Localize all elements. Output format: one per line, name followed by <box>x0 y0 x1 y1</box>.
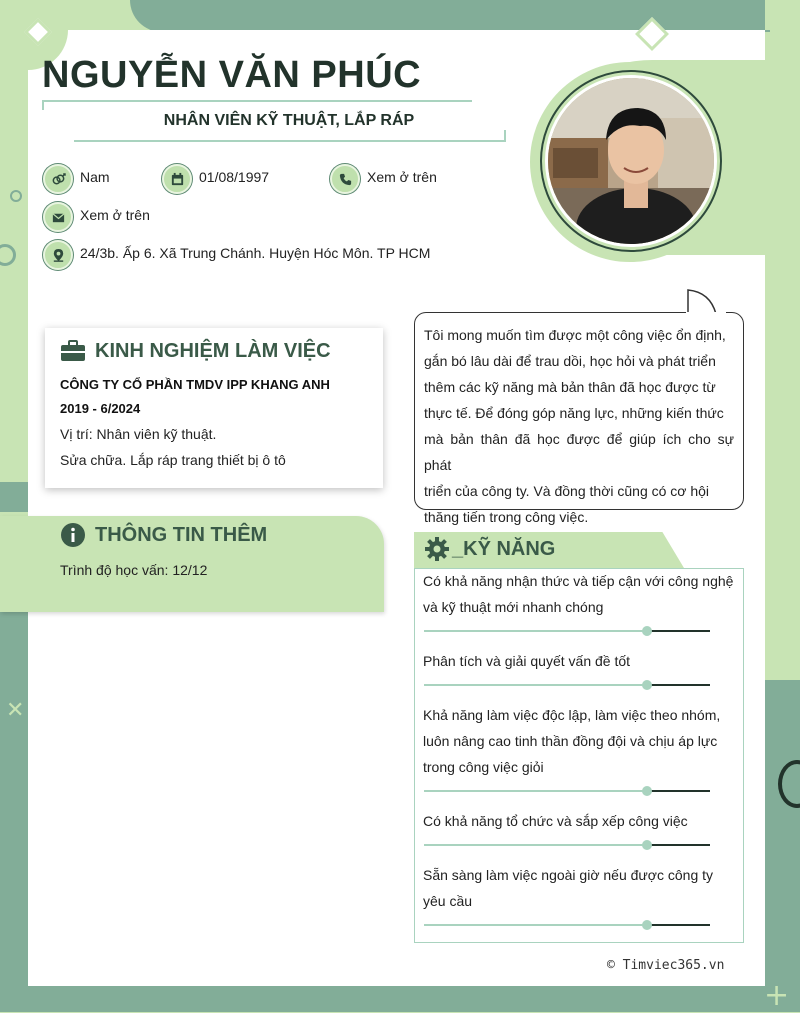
education-level: Trình độ học vấn: 12/12 <box>60 562 208 578</box>
briefcase-icon <box>60 340 86 362</box>
skill-bar-track <box>647 790 710 792</box>
address-value: 24/3b. Ấp 6. Xã Trung Chánh. Huyện Hóc Môn. TP HCM <box>80 245 431 261</box>
skill-bar-track <box>647 924 710 926</box>
background-top-band <box>130 0 770 32</box>
more-info-title: THÔNG TIN THÊM <box>95 524 268 546</box>
phone-icon <box>330 164 360 194</box>
candidate-name: NGUYỄN VĂN PHÚC <box>42 54 422 96</box>
plus-decoration: + <box>764 978 790 1013</box>
skill-level-handle <box>642 626 652 636</box>
skill-bar-track <box>647 844 710 846</box>
skill-bar-fill <box>424 630 647 632</box>
ring-decoration <box>0 244 16 266</box>
birthday-value: 01/08/1997 <box>199 169 270 185</box>
skill-bar-fill <box>424 684 647 686</box>
person-photo <box>548 78 714 244</box>
skill-text: Có khả năng tổ chức và sắp xếp công việc <box>423 813 688 829</box>
company-name: CÔNG TY CỔ PHẦN TMDV IPP KHANG ANH <box>60 377 330 392</box>
work-position: Vị trí: Nhân viên kỹ thuật. <box>60 426 217 442</box>
calendar-icon <box>162 164 192 194</box>
info-icon <box>60 522 86 548</box>
name-underline-tick <box>42 100 44 110</box>
gender-value: Nam <box>80 169 110 185</box>
job-title-underline-tick <box>504 130 506 142</box>
skills-title: _KỸ NĂNG <box>452 538 556 560</box>
objective-line: Tôi mong muốn tìm được một công việc ổn định, <box>424 327 726 343</box>
skill-level-handle <box>642 840 652 850</box>
skill-bar-track <box>647 684 710 686</box>
skill-bar-fill <box>424 790 647 792</box>
skill-bar-fill <box>424 924 647 926</box>
skill-text: Có khả năng nhận thức và tiếp cận với công nghệ và kỹ thuật mới nhanh chóng <box>423 573 734 615</box>
skill-level-handle <box>642 680 652 690</box>
x-decoration: ✕ <box>6 698 25 723</box>
skill-text: Sẵn sàng làm việc ngoài giờ nếu được công ty yêu cầu <box>423 867 714 909</box>
skill-level-handle <box>642 920 652 930</box>
footer-copyright: © Timviec365.vn <box>607 958 725 973</box>
work-description: Sửa chữa. Lắp ráp trang thiết bị ô tô <box>60 452 286 468</box>
skill-bar-fill <box>424 844 647 846</box>
avatar <box>545 75 717 247</box>
objective-line: thăng tiến trong công việc. <box>424 509 589 525</box>
skill-text: Phân tích và giải quyết vấn đề tốt <box>423 653 631 669</box>
background-right-lower <box>765 680 800 1012</box>
skill-text: Khả năng làm việc độc lập, làm việc theo nhóm, luôn nâng cao tinh thần đồng đội và chịu áp lực trong công việc giỏi <box>423 707 721 775</box>
speech-bubble-tail <box>686 288 746 316</box>
skill-bar-track <box>647 630 710 632</box>
circle-decoration <box>10 190 22 202</box>
envelope-icon <box>43 202 73 232</box>
career-objective <box>424 322 734 530</box>
objective-line: thực tế. Để đóng góp năng lực, những kiến thức <box>424 405 724 421</box>
objective-line: mà bản thân đã học được để giúp ích cho sự phát <box>424 431 734 473</box>
objective-line: thêm các kỹ năng mà bản thân đã học được từ <box>424 379 716 395</box>
location-pin-icon <box>43 240 73 270</box>
work-period: 2019 - 6/2024 <box>60 401 141 416</box>
phone-value: Xem ở trên <box>367 169 437 185</box>
objective-line: gắn bó lâu dài để trau dồi, học hỏi và phát triển <box>424 353 716 369</box>
gear-icon <box>424 536 450 562</box>
email-value: Xem ở trên <box>80 207 150 223</box>
experience-title: KINH NGHIỆM LÀM VIỆC <box>95 340 331 362</box>
name-underline <box>42 100 472 102</box>
job-title-underline <box>74 140 506 142</box>
skill-level-handle <box>642 786 652 796</box>
job-title-container <box>74 108 504 142</box>
job-title: NHÂN VIÊN KỸ THUẬT, LẮP RÁP <box>163 112 415 129</box>
objective-line: triển của công ty. Và đồng thời cũng có cơ hội <box>424 483 710 499</box>
gender-icon <box>43 164 73 194</box>
